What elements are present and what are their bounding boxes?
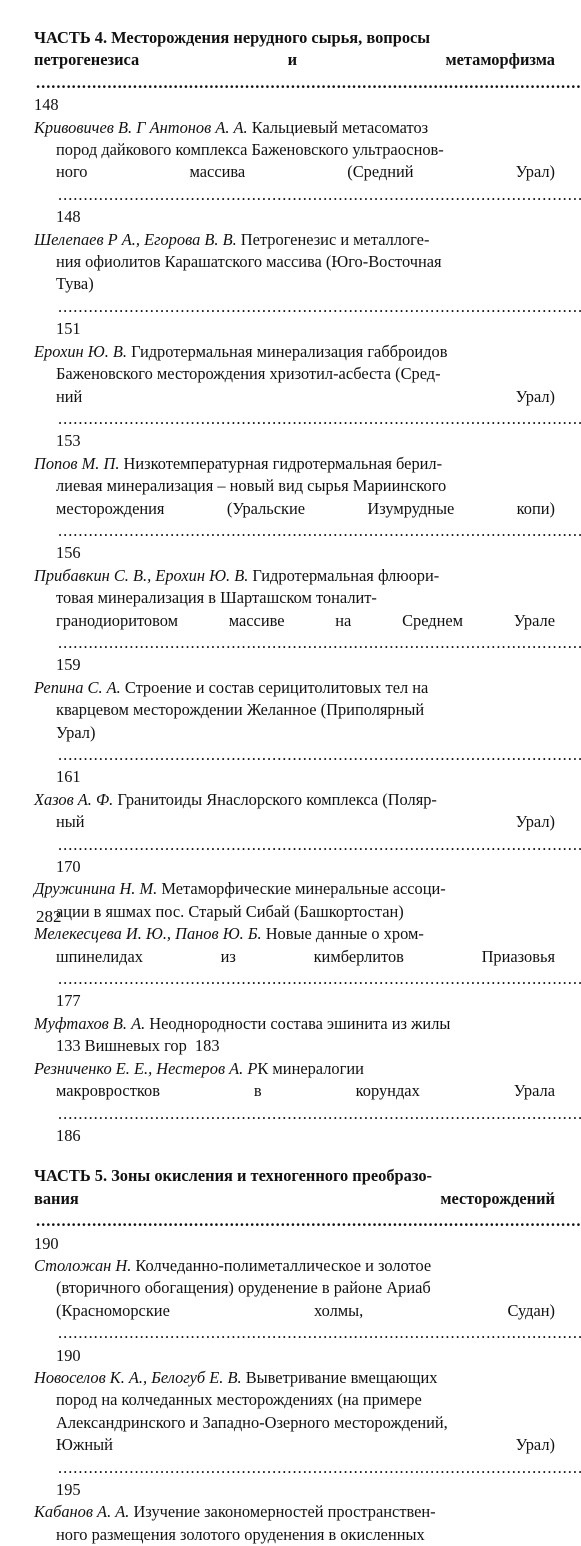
entry-word: тоналит-	[315, 588, 377, 608]
entry-line: пород дайкового комплекса Баженовского ультраоснов-	[56, 140, 444, 160]
entry-title: Урал)	[56, 722, 96, 742]
heading-line: ЧАСТЬ 4. Месторождения нерудного сырья, вопросы	[34, 28, 431, 47]
entry-title: Колчеданно-полиметаллическое и золотое	[131, 1255, 432, 1275]
entry-line: Баженовского месторождения хризотил-асбеста (Сред-	[56, 364, 441, 384]
entry-title: ный Урал)	[56, 812, 555, 832]
entry-title: Строение и состав серицитолитовых тел на	[120, 677, 429, 697]
entry-title: (Красноморские холмы, Судан)	[56, 1300, 555, 1320]
entry-line	[34, 1501, 555, 1523]
entry-leader-line	[34, 1300, 555, 1367]
entry-title: Гранитоиды Янаслорского комплекса (Поляр-	[113, 789, 437, 809]
toc-entry	[34, 1058, 555, 1148]
entry-line	[34, 1013, 555, 1035]
entry-title: Выветривание вмещающих	[241, 1367, 438, 1387]
leader-dots	[58, 835, 581, 854]
entry-authors: Прибавкин С. В., Ерохин Ю. В.	[34, 565, 249, 585]
toc-entry	[34, 565, 555, 677]
entry-title: ного массива (Средний Урал)	[56, 162, 555, 182]
entry-leader-line	[34, 1035, 555, 1057]
entry-authors: Шелепаев Р А., Егорова В. В.	[34, 229, 237, 249]
entry-word: минерализация	[97, 588, 205, 608]
entry-authors: Кривовичев В. Г Антонов А. А.	[34, 117, 248, 137]
page-ref: 186	[56, 1125, 81, 1145]
section-heading	[34, 27, 555, 117]
entry-authors: Попов М. П.	[34, 453, 120, 473]
page-ref: 148	[34, 95, 59, 115]
entry-title: Неоднородности состава эшинита из жилы	[145, 1013, 451, 1033]
page-ref: 159	[56, 655, 81, 675]
entry-authors: Хазов А. Ф.	[34, 789, 114, 809]
entry-line	[34, 1058, 555, 1080]
entry-authors: Кабанов А. А.	[34, 1502, 130, 1522]
entry-line	[34, 789, 555, 811]
entry-line	[34, 1367, 555, 1389]
heading-leader-line	[34, 49, 555, 116]
page-ref: 183	[194, 1036, 220, 1056]
leader-dots	[36, 1211, 581, 1230]
leader-dots	[58, 969, 581, 988]
entry-leader-line	[34, 161, 555, 228]
entry-line: ния офиолитов Карашатского массива (Юго-Восточная	[56, 252, 442, 272]
leader-dots	[58, 1323, 581, 1342]
entry-authors: Дружинина Н. М.	[34, 879, 158, 899]
entry-title: месторождения (Уральские Изумрудные копи)	[56, 498, 555, 518]
entry-title: Низкотемпературная гидротермальная берил-	[119, 453, 443, 473]
entry-leader-line	[34, 811, 555, 878]
page-ref: 190	[34, 1233, 59, 1253]
entry-leader-line	[34, 610, 555, 677]
toc-entry	[34, 117, 555, 229]
entry-title: макровростков в корундах Урала	[56, 1081, 555, 1101]
toc-entry	[34, 1501, 555, 1546]
page-ref: 161	[56, 767, 81, 787]
page-ref: 190	[56, 1345, 81, 1365]
entry-title: Гидротермальная флюори-	[248, 565, 440, 585]
entry-authors: Муфтахов В. А.	[34, 1013, 146, 1033]
entry-line: ации в яшмах пос. Старый Сибай (Башкортостан)	[56, 901, 404, 921]
entry-line: Александринского и Западно-Озерного месторождений,	[56, 1412, 448, 1432]
entry-title: Петрогенезис и металлоге-	[236, 229, 430, 249]
entry-title: Кальциевый метасоматоз	[247, 117, 429, 137]
toc-entry	[34, 1367, 555, 1501]
page-ref: 177	[56, 991, 81, 1011]
entry-line: кварцевом месторождении Желанное (Приполярный	[56, 700, 425, 720]
toc-entry	[34, 677, 555, 789]
page-ref: 156	[56, 543, 81, 563]
heading-line: петрогенезиса и метаморфизма	[34, 50, 555, 70]
entry-line: лиевая минерализация – новый вид сырья Мариинского	[56, 476, 447, 496]
leader-dots	[58, 633, 581, 652]
leader-dots	[36, 73, 581, 92]
page-ref: 153	[56, 431, 81, 451]
leader-dots	[58, 297, 581, 316]
entry-authors: Резниченко Е. Е., Нестеров А. Р	[34, 1058, 258, 1078]
entry-word: в	[208, 588, 217, 608]
entry-title: ний Урал)	[56, 386, 555, 406]
entry-title: Гидротермальная минерализация габброидов	[127, 341, 448, 361]
entry-title: К минералогии	[257, 1058, 364, 1078]
toc-entry	[34, 229, 555, 341]
entry-title: 133 Вишневых гор	[56, 1036, 187, 1056]
entry-line	[34, 565, 555, 587]
entry-leader-line	[34, 722, 555, 789]
entry-title: Южный Урал)	[56, 1435, 555, 1455]
toc-section-part4	[34, 27, 555, 1147]
heading-line: вания месторождений	[34, 1188, 555, 1208]
entry-title: Новые данные о хром-	[261, 924, 424, 944]
entry-line	[34, 878, 555, 900]
entry-leader-line	[34, 273, 555, 340]
entry-leader-line	[34, 1080, 555, 1147]
entry-line: (вторичного обогащения) оруденение в районе Ариаб	[56, 1278, 431, 1298]
page-number: 282	[36, 907, 62, 926]
leader-dots	[58, 1104, 581, 1123]
heading-line: ЧАСТЬ 5. Зоны окисления и техногенного преобразо-	[34, 1166, 432, 1186]
entry-line	[34, 341, 555, 363]
toc-entry	[34, 1013, 555, 1058]
entry-authors: Репина С. А.	[34, 677, 121, 697]
entry-line	[34, 587, 555, 609]
page-ref: 151	[56, 319, 81, 339]
heading-leader-line	[34, 1188, 555, 1255]
toc-entry	[34, 1255, 555, 1367]
entry-title: шпинелидах из кимберлитов Приазовья	[56, 946, 555, 966]
entry-authors: Столожан Н.	[34, 1255, 132, 1275]
entry-line: ного размещения золотого оруденения в окисленных	[56, 1524, 425, 1544]
entry-line	[34, 117, 555, 139]
entry-line	[34, 453, 555, 475]
entry-authors: Мелекесцева И. Ю., Панов Ю. Б.	[34, 924, 262, 944]
entry-title: Тува)	[56, 274, 94, 294]
section-heading	[34, 1165, 555, 1255]
leader-dots	[58, 185, 581, 204]
page-ref: 195	[56, 1480, 81, 1499]
leader-dots	[58, 1458, 581, 1477]
toc-entry	[34, 878, 555, 923]
entry-word: товая	[56, 588, 94, 608]
entry-leader-line	[34, 386, 555, 453]
entry-title: гранодиоритовом массиве на Среднем Урале	[56, 610, 555, 630]
entry-title: Метаморфические минеральные ассоци-	[157, 879, 446, 899]
leader-dots	[58, 521, 581, 540]
toc-section-part5	[34, 1165, 555, 1546]
toc-entry	[34, 789, 555, 879]
entry-word: Шарташском	[220, 588, 312, 608]
entry-line	[34, 923, 555, 945]
entry-line	[34, 1255, 555, 1277]
entry-authors: Ерохин Ю. В.	[34, 341, 127, 361]
toc-entry	[34, 923, 555, 1013]
section-spacer	[34, 1147, 555, 1165]
page-ref: 170	[56, 857, 81, 877]
toc-entry	[34, 453, 555, 565]
entry-leader-line	[34, 946, 555, 1013]
entry-title: Изучение закономерностей пространствен-	[129, 1502, 436, 1522]
leader-dots	[58, 409, 581, 428]
entry-line: пород на колчеданных месторождениях (на примере	[56, 1390, 422, 1410]
entry-line	[34, 229, 555, 251]
leader-dots	[58, 745, 581, 764]
entry-authors: Новоселов К. А., Белогуб Е. В.	[34, 1367, 242, 1387]
entry-leader-line	[34, 1434, 555, 1501]
toc-entry	[34, 341, 555, 453]
entry-leader-line	[34, 498, 555, 565]
entry-line	[34, 677, 555, 699]
page-ref: 148	[56, 207, 81, 227]
